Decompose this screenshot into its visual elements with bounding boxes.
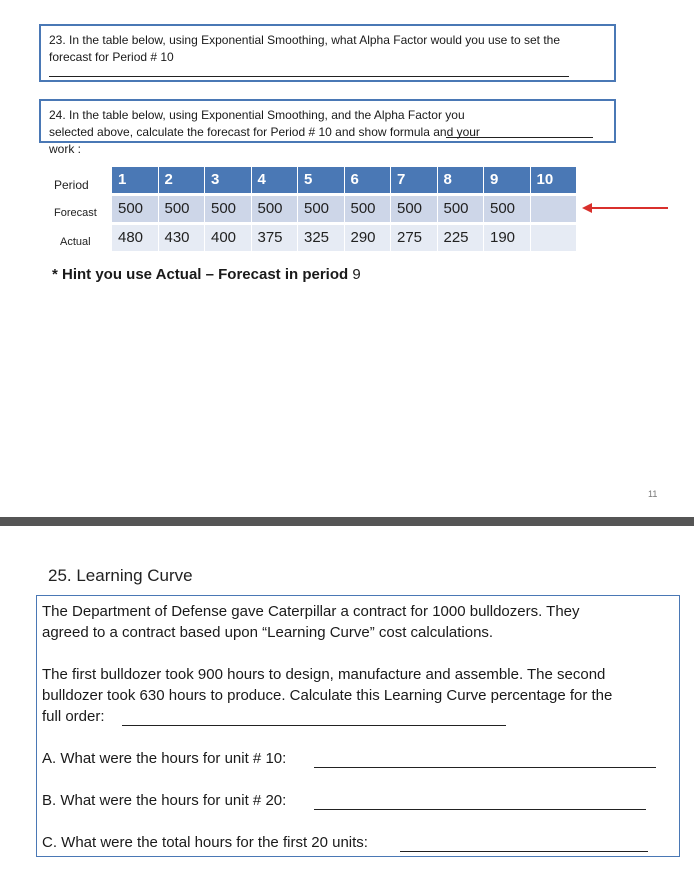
question-23-answer-line[interactable] <box>49 76 569 77</box>
period-cell-8: 8 <box>438 167 485 193</box>
period-cell-1: 1 <box>112 167 159 193</box>
question-23-box <box>39 24 616 82</box>
question-24-answer-line[interactable] <box>446 137 593 138</box>
forecast-cell-7: 500 <box>391 196 438 222</box>
row-label-forecast: Forecast <box>54 207 97 219</box>
question-25b-answer-line[interactable] <box>314 809 646 810</box>
actual-cell-9: 190 <box>484 225 531 251</box>
hint-text <box>52 266 361 283</box>
actual-cell-3: 400 <box>205 225 252 251</box>
period-cell-7: 7 <box>391 167 438 193</box>
actual-cell-8: 225 <box>438 225 485 251</box>
actual-cell-5: 325 <box>298 225 345 251</box>
question-24-text: 24. In the table below, using Exponential Smoothing, and the Alpha Factor you selected above, calculate the forecast for Period # 10 and show formula and your work : <box>49 108 480 156</box>
question-25-title: 25. Learning Curve <box>48 566 193 585</box>
q25-para2-line1: The first bulldozer took 900 hours to design, manufacture and assemble. The second <box>42 666 606 683</box>
forecast-cell-3: 500 <box>205 196 252 222</box>
hint-period: 9 <box>348 266 361 283</box>
page-divider <box>0 517 694 526</box>
question-23-text: 23. In the table below, using Exponential Smoothing, what Alpha Factor would you use to set the forecast for Period # 10 <box>49 33 560 64</box>
forecast-cell-10 <box>531 196 577 222</box>
question-25c: C. What were the total hours for the first 20 units: <box>42 834 368 851</box>
forecast-cell-2: 500 <box>159 196 206 222</box>
actual-cell-2: 430 <box>159 225 206 251</box>
actual-cell-10 <box>531 225 577 251</box>
page-number: 11 <box>648 489 658 499</box>
period-cell-5: 5 <box>298 167 345 193</box>
period-cell-4: 4 <box>252 167 299 193</box>
forecast-cell-4: 500 <box>252 196 299 222</box>
actual-cell-1: 480 <box>112 225 159 251</box>
row-label-period: Period <box>54 178 89 192</box>
q25-para2-line2: bulldozer took 630 hours to produce. Calculate this Learning Curve percentage for the <box>42 687 613 704</box>
actual-cell-7: 275 <box>391 225 438 251</box>
q25-para1-line2: agreed to a contract based upon “Learning Curve” cost calculations. <box>42 624 494 641</box>
row-label-actual: Actual <box>60 236 91 248</box>
red-arrow-icon <box>582 201 670 215</box>
learning-curve-answer-line[interactable] <box>122 725 506 726</box>
forecast-cell-1: 500 <box>112 196 159 222</box>
actual-cell-4: 375 <box>252 225 299 251</box>
period-cell-2: 2 <box>159 167 206 193</box>
question-25a: A. What were the hours for unit # 10: <box>42 750 287 767</box>
hint-bold: * Hint you use Actual – Forecast in period <box>52 266 349 283</box>
q25-para1-line1: The Department of Defense gave Caterpillar a contract for 1000 bulldozers. They <box>42 603 580 620</box>
period-cell-3: 3 <box>205 167 252 193</box>
forecast-cell-5: 500 <box>298 196 345 222</box>
period-cell-10: 10 <box>531 167 577 193</box>
question-24-box <box>39 99 616 156</box>
forecast-cell-9: 500 <box>484 196 531 222</box>
period-cell-6: 6 <box>345 167 392 193</box>
question-25c-answer-line[interactable] <box>400 851 648 852</box>
q25-para2-line3: full order: <box>42 708 105 725</box>
forecast-cell-8: 500 <box>438 196 485 222</box>
actual-cell-6: 290 <box>345 225 392 251</box>
forecast-cell-6: 500 <box>345 196 392 222</box>
question-25b: B. What were the hours for unit # 20: <box>42 792 287 809</box>
period-cell-9: 9 <box>484 167 531 193</box>
question-25a-answer-line[interactable] <box>314 767 656 768</box>
